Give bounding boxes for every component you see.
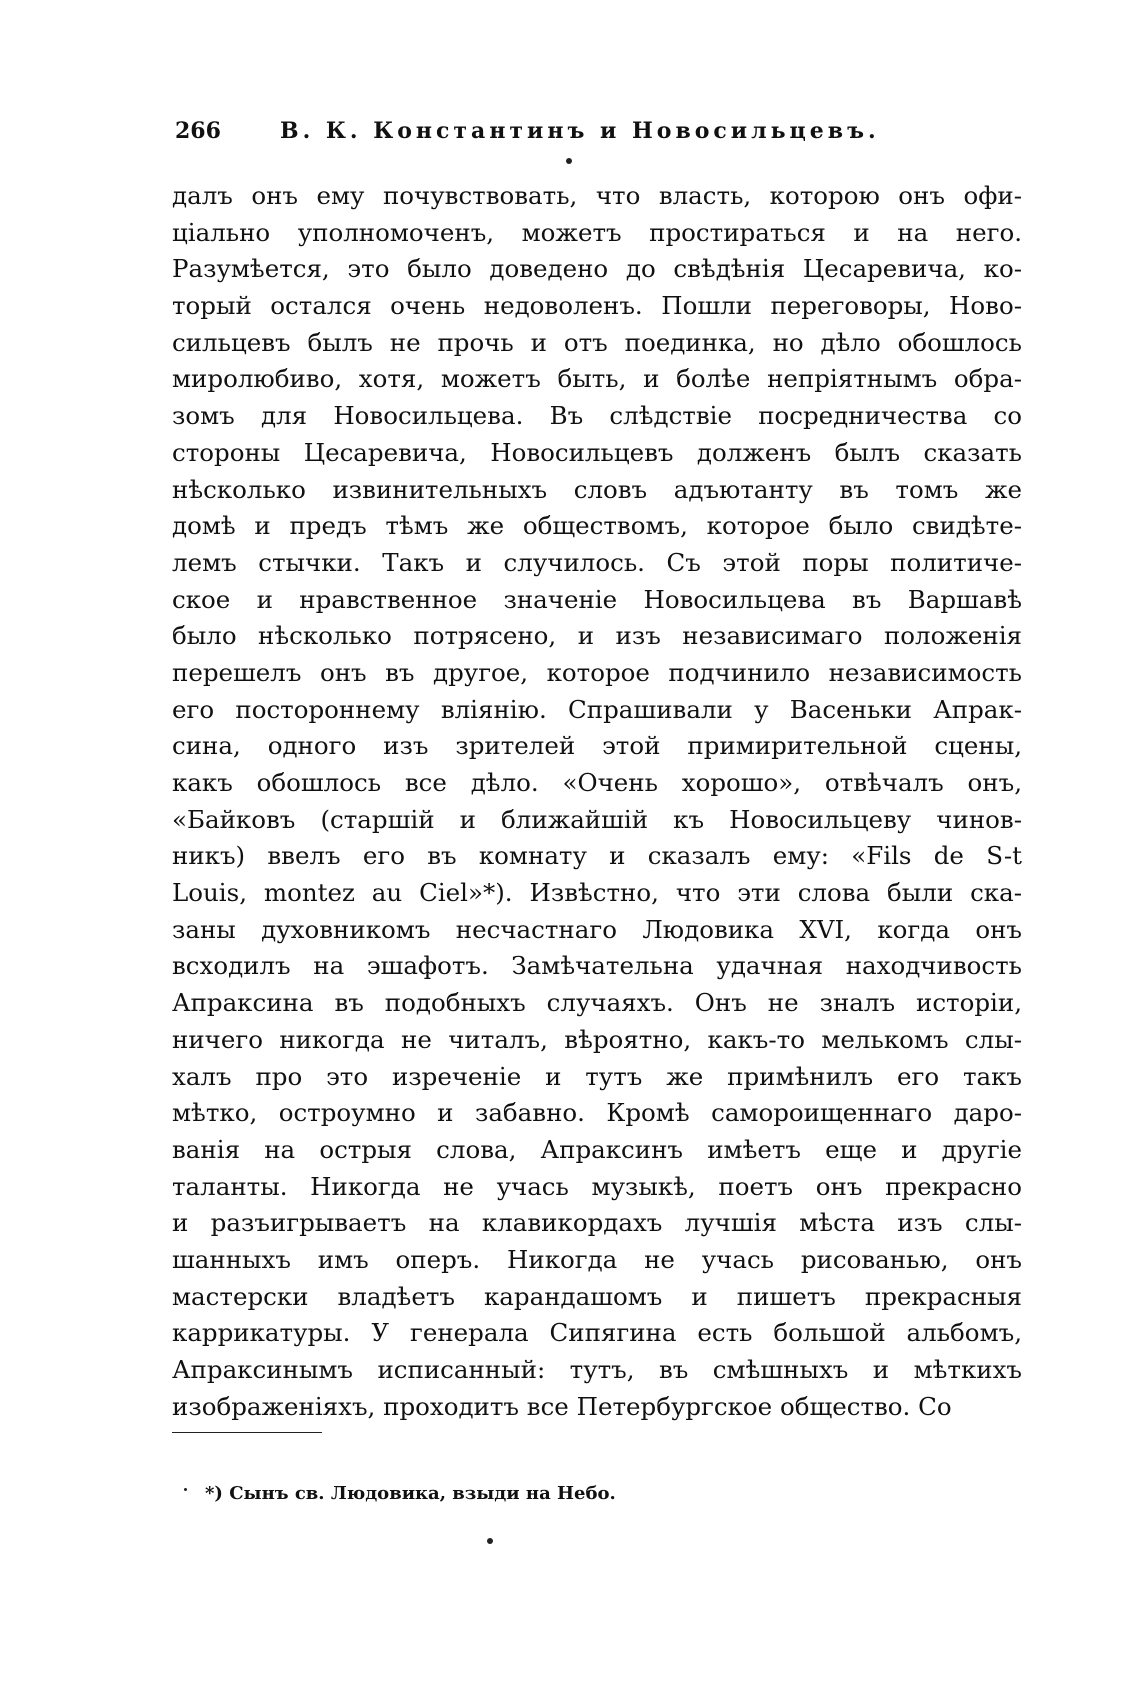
text-line: заны духовникомъ несчастнаго Людовика XVI, когда онъ: [172, 914, 1022, 944]
text-line: миролюбиво, хотя, можетъ быть, и болѣе непріятнымъ обра-: [172, 364, 1022, 394]
text-line: мѣтко, остроумно и забавно. Кромѣ самороищеннаго даро-: [172, 1098, 1022, 1128]
text-line: Разумѣется, это было доведено до свѣдѣнія Цесаревича, ко-: [172, 254, 1022, 284]
text-line: Апраксинымъ исписанный: тутъ, въ смѣшныхъ и мѣткихъ: [172, 1355, 1022, 1384]
text-line: и разъигрываетъ на клавикордахъ лучшія мѣста изъ слы-: [172, 1208, 1022, 1238]
text-line: всходилъ на эшафотъ. Замѣчательна удачная находчивость: [172, 951, 1022, 981]
text-line: стороны Цесаревича, Новосильцевъ долженъ былъ сказать: [172, 437, 1022, 467]
text-line: торый остался очень недоволенъ. Пошли переговоры, Ново-: [172, 291, 1022, 321]
text-line: сильцевъ былъ не прочь и отъ поединка, но дѣло обошлось: [172, 327, 1022, 357]
text-line: перешелъ онъ въ другое, которое подчинило независимость: [172, 657, 1022, 687]
text-line: далъ онъ ему почувствовать, что власть, которою онъ офи-: [172, 181, 1022, 210]
text-line: лемъ стычки. Такъ и случилось. Съ этой поры политиче-: [172, 547, 1022, 577]
print-speck: [184, 1488, 187, 1491]
footnote-rule: [172, 1432, 322, 1433]
text-line: нѣсколько извинительныхъ словъ адъютанту въ томъ же: [172, 474, 1022, 504]
running-header: [175, 112, 1015, 152]
text-line: какъ обошлось все дѣло. «Очень хорошо», отвѣчалъ онъ,: [172, 768, 1022, 797]
text-line: мастерски владѣетъ карандашомъ и пишетъ прекрасныя: [172, 1281, 1022, 1311]
text-line: было нѣсколько потрясено, и изъ независимаго положенія: [172, 621, 1022, 651]
text-line: таланты. Никогда не учась музыкѣ, поетъ онъ прекрасно: [172, 1171, 1022, 1201]
text-line: зомъ для Новосильцева. Въ слѣдствіе посредничества со: [172, 401, 1022, 431]
print-speck: [566, 158, 572, 164]
text-line: его постороннему вліянію. Спрашивали у Васеньки Апрак-: [172, 694, 1022, 724]
text-line: ское и нравственное значеніе Новосильцева въ Варшавѣ: [172, 584, 1022, 614]
text-line: изображеніяхъ, проходитъ все Петербургское общество. Со: [172, 1391, 952, 1421]
text-line: Louis, montez au Ciel»*). Извѣстно, что эти слова были ска-: [172, 878, 1022, 908]
text-line: ціально уполномоченъ, можетъ простираться и на него.: [172, 217, 1022, 247]
text-line: ничего никогда не читалъ, вѣроятно, какъ-то мелькомъ слы-: [172, 1024, 1022, 1054]
text-line: домѣ и предъ тѣмъ же обществомъ, которое было свидѣте-: [172, 511, 1022, 541]
body-text: [172, 178, 1022, 1425]
text-line: Апраксина въ подобныхъ случаяхъ. Онъ не зналъ исторіи,: [172, 988, 1022, 1018]
page-number: 266: [175, 118, 221, 144]
footnote: *) Сынъ св. Людовика, взыди на Небо.: [205, 1483, 616, 1504]
text-line: ванія на острыя слова, Апраксинъ имѣетъ еще и другіе: [172, 1134, 1022, 1164]
print-speck: [487, 1538, 493, 1544]
text-line: сина, одного изъ зрителей этой примирительной сцены,: [172, 731, 1022, 761]
text-line: шанныхъ имъ оперъ. Никогда не учась рисованью, онъ: [172, 1244, 1022, 1274]
text-line: «Байковъ (старшій и ближайшій къ Новосильцеву чинов-: [172, 804, 1022, 834]
text-line: каррикатуры. У генерала Сипягина есть большой альбомъ,: [172, 1318, 1022, 1348]
running-title: В. К. Константинъ и Новосильцевъ.: [280, 118, 880, 144]
text-line: никъ) ввелъ его въ комнату и сказалъ ему: «Fils de S-t: [172, 841, 1022, 871]
text-line: халъ про это изреченіе и тутъ же примѣнилъ его такъ: [172, 1061, 1022, 1091]
